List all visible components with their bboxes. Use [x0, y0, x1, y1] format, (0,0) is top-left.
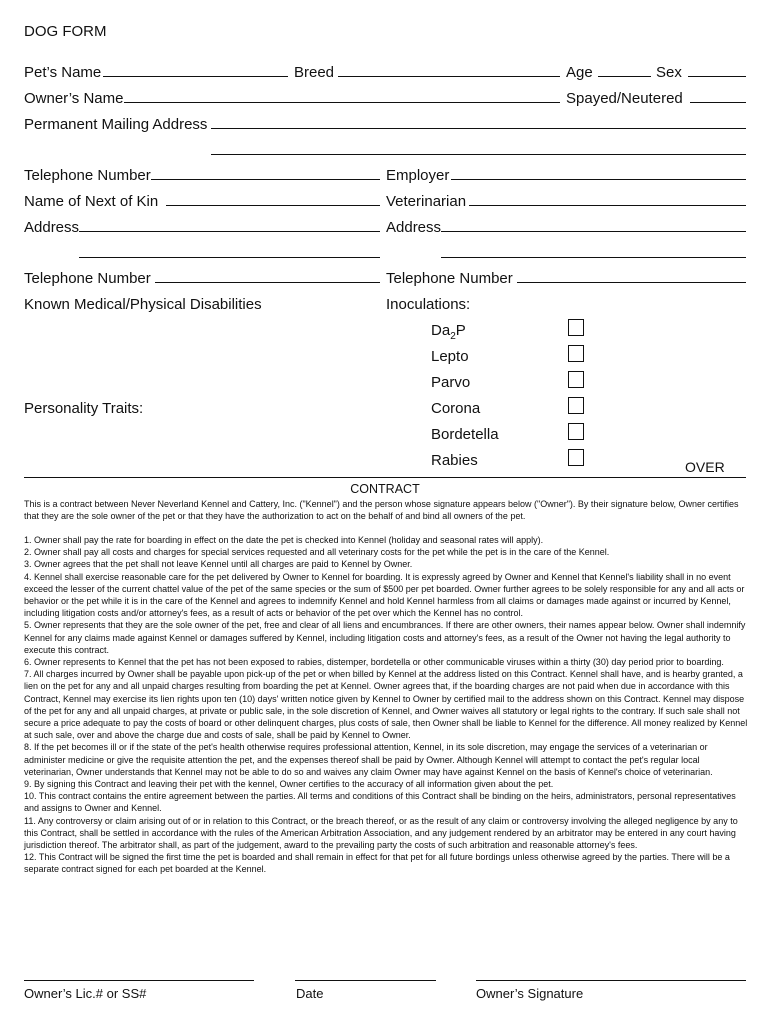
age-line[interactable] — [598, 76, 651, 77]
mailing-address-label: Permanent Mailing Address — [24, 116, 208, 133]
kin-address-line-1[interactable] — [79, 231, 380, 232]
disabilities-label: Known Medical/Physical Disabilities — [24, 296, 262, 313]
contract-clause: 11. Any controversy or claim arising out of or in relation to this Contract, or the breach thereof, or as the result of any claim or controversy involving the alleged negligence by any to this Contract, shall be settled in accordance with the rules of the American Arbitration Association, and any judgement rendered by an arbitrator may be entered in any court having jurisdiction thereof. The arbitrator shall, as part of the judgement, award to the prevailing party the costs of such arbitration and reasonable attorney's fees. — [24, 815, 738, 851]
vet-telephone-line[interactable] — [517, 282, 746, 283]
contract-clause: 4. Kennel shall exercise reasonable care for the pet delivered by Owner to Kennel for boarding. It is expressly agreed by Owner and Kennel that Kennel's liability shall in no event exceed the lesser of the current chattel value of the pet of the same species or the sum of $500 per pet boarded. Owner further agrees to be solely responsible for any and all acts or behavior or the pet while it is in the care of the Kennel and agrees to indemnify Kennel and hold Kennel harmless from all claims or damages made against or incurred by Kennel, including litigation costs and/or attorney's fees, as a result of acts or behavior of the pet over which the Kennel has no control. — [24, 571, 745, 619]
telephone-number-line[interactable] — [151, 179, 380, 180]
date-line[interactable] — [295, 980, 436, 981]
vet-address-line-2[interactable] — [441, 257, 746, 258]
inoc-corona-checkbox[interactable] — [568, 397, 584, 414]
inoc-dapp-checkbox[interactable] — [568, 319, 584, 336]
kin-address-line-2[interactable] — [79, 257, 380, 258]
mailing-address-line-2[interactable] — [211, 154, 746, 155]
vet-telephone-label: Telephone Number — [386, 270, 513, 287]
kin-telephone-line[interactable] — [155, 282, 380, 283]
contract-clause: 9. By signing this Contract and leaving their pet with the kennel, Owner certifies to the accuracy of all information given about the pet. — [24, 779, 554, 790]
spayed-neutered-label: Spayed/Neutered — [566, 90, 683, 107]
employer-label: Employer — [386, 167, 450, 184]
contract-title: CONTRACT — [350, 482, 420, 496]
owners-name-line[interactable] — [124, 102, 560, 103]
owner-signature-label: Owner’s Signature — [476, 986, 584, 1001]
inoc-lepto-label: Lepto — [431, 348, 469, 365]
pets-name-label: Pet’s Name — [24, 64, 102, 81]
contract-clauses — [24, 534, 750, 876]
contract-clause: 2. Owner shall pay all costs and charges for special services requested and all veterinary costs for the pet while the pet is in the care of the Kennel. — [24, 547, 610, 558]
date-label: Date — [296, 986, 324, 1001]
contract-clause: 7. All charges incurred by Owner shall be payable upon pick-up of the pet or when billed by Kennel at the address listed on this Contract. Kennel shall have, and is hearby granted, a lien on the pet for any and all unpaid charges resulting from boarding the pet at Kennel. Owner agrees that, if the boarding charges are not paid when due in accordance with this Contract, Kennel may exercise its lien rights upon ten (10) days' written notice given by Kennel to Owner by certified mail to the address shown on this Contract. Kennel may dispose of the pet for any and all unpaid charges, at private or public sale, in the sole discretion of Kennel, and Owner waives all statutory or legal rights to the contrary. If such sale shall not secure a price adequate to pay the costs of board or other delinquent charges, plus costs of sale, then Owner shall be liable to Kennel for the difference. All money realized by Kennel at such sale, over and above the charge due and costs of sale, shall be paid by Kennel to Owner. — [24, 669, 748, 741]
owner-signature-line[interactable] — [476, 980, 746, 981]
veterinarian-line[interactable] — [469, 205, 746, 206]
pets-name-line[interactable] — [103, 76, 288, 77]
section-divider — [24, 477, 746, 478]
inoc-corona-label: Corona — [431, 400, 481, 417]
contract-intro: This is a contract between Never Neverland Kennel and Cattery, Inc. ("Kennel") and the person whose signature appears below ("Owner"). By their signature below, Owner certifies that they are the sole owner of the pet or that they have the authorization to act on the behalf of and bind all owners of the pet. — [24, 499, 739, 522]
owners-name-label: Owner’s Name — [24, 90, 124, 107]
employer-line[interactable] — [451, 179, 746, 180]
inoc-parvo-label: Parvo — [431, 374, 471, 391]
inoc-bordetella-checkbox[interactable] — [568, 423, 584, 440]
vet-address-line-1[interactable] — [441, 231, 746, 232]
form-title: DOG FORM — [24, 23, 107, 40]
kin-address-label: Address — [24, 219, 80, 236]
inoc-dapp-label: $Da_2P$ — [431, 322, 466, 342]
contract-clause: 12. This Contract will be signed the first time the pet is boarded and shall remain in effect for that pet for all future bordings unless otherwise agreed by the parties. There will be a separate contract signed for each pet boarded at the Kennel. — [24, 852, 730, 875]
contract-clause: 5. Owner represents that they are the sole owner of the pet, free and clear of all liens and encumbrances. If there are other owners, their names appear below. Owner shall indemnify Kennel for any claims made against Kennel or damages suffered by Kennel, including litigation costs and attorney's fees, as a result of the Owner not having the legal authority to execute this contract. — [24, 620, 746, 655]
mailing-address-line-1[interactable] — [211, 128, 746, 129]
personality-traits-label: Personality Traits: — [24, 400, 144, 417]
license-line[interactable] — [24, 980, 254, 981]
inoculations-label: Inoculations: — [386, 296, 471, 313]
kin-telephone-label: Telephone Number — [24, 270, 151, 287]
age-label: Age — [566, 64, 593, 81]
next-of-kin-line[interactable] — [166, 205, 380, 206]
license-label: Owner’s Lic.# or SS# — [24, 986, 147, 1001]
veterinarian-label: Veterinarian — [386, 193, 467, 210]
inoc-rabies-checkbox[interactable] — [568, 449, 584, 466]
inoc-lepto-checkbox[interactable] — [568, 345, 584, 362]
sex-line[interactable] — [688, 76, 746, 77]
over-label: OVER — [685, 459, 725, 475]
breed-label: Breed — [294, 64, 335, 81]
contract-clause: 8. If the pet becomes ill or if the state of the pet's health otherwise requires professional attention, Kennel, in its sole discretion, may engage the services of a veterinarian or administer medicine or give the requisite attention the pet, and the expenses thereof shall be paid by Owner. Although Kennel will attempt to contact the pet's regular local veterinarian, Owner understands that Kennel may not be able to do so and waives any claim Owner may have against Kennel on the basis of Kennel's choice of veterinarian. — [24, 742, 713, 777]
telephone-number-label: Telephone Number — [24, 167, 151, 184]
contract-clause: 10. This contract contains the entire agreement between the parties. All terms and conditions of this Contract shall be binding on the heirs, administrators, personal representatives and assigns to Owner and Kennel. — [24, 791, 736, 814]
contract-clause: 6. Owner represents to Kennel that the pet has not been exposed to rabies, distemper, bordetella or other communicable viruses within a thirty (30) day period prior to boarding. — [24, 657, 724, 668]
spayed-neutered-line[interactable] — [690, 102, 746, 103]
inoc-rabies-label: Rabies — [431, 452, 478, 469]
vet-address-label: Address — [386, 219, 442, 236]
breed-line[interactable] — [338, 76, 560, 77]
sex-label: Sex — [656, 64, 682, 81]
inoc-bordetella-label: Bordetella — [431, 426, 499, 443]
inoc-parvo-checkbox[interactable] — [568, 371, 584, 388]
next-of-kin-label: Name of Next of Kin — [24, 193, 159, 210]
contract-clause: 1. Owner shall pay the rate for boarding in effect on the date the pet is checked into Kennel (holiday and seasonal rates will apply). — [24, 535, 544, 545]
contract-clause: 3. Owner agrees that the pet shall not leave Kennel until all charges are paid to Kennel by Owner. — [24, 559, 413, 570]
